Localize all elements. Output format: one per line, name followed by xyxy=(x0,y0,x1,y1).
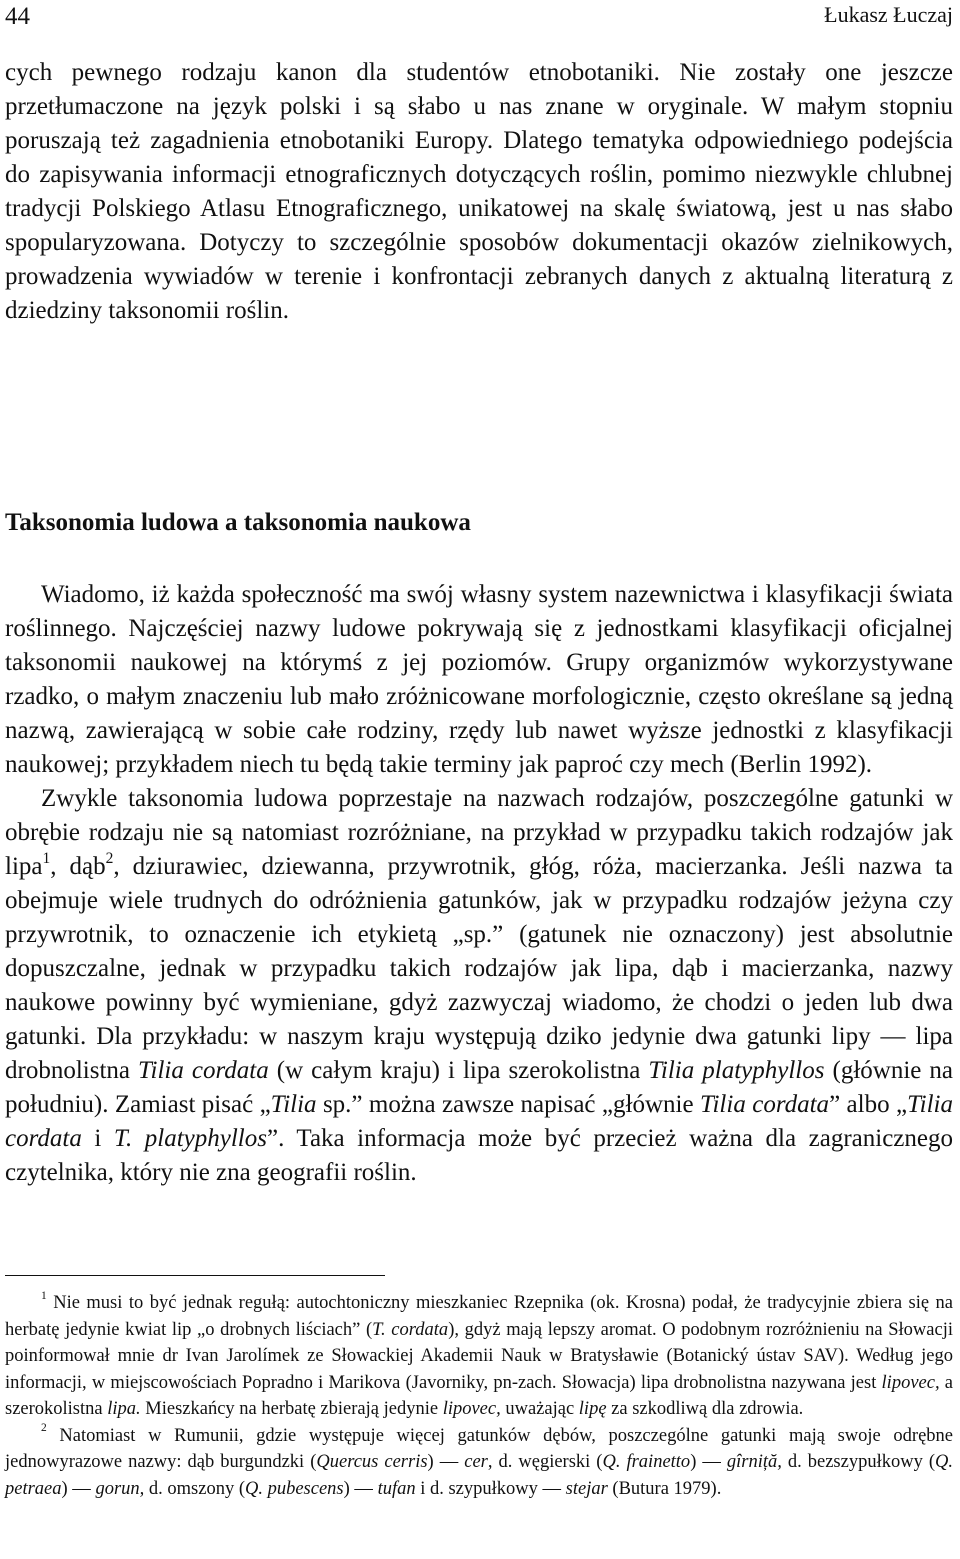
page-body xyxy=(5,56,953,1186)
footnote-number: 2 xyxy=(41,1422,47,1435)
footnote-1: $^1$ Nie musi to być jednak regułą: autochtoniczny mieszkaniec Rzepnika (ok. Krosna) podał, że tradycyjnie zbiera się na herbatę jedynie kwiat lip „o drobnych liściach” (T. cordata), gdyż mają lepszy aromat. O podobnym rozróżnieniu na Słowacji poinformował mnie dr Ivan Jarolímek ze Słowackiej Akademii Nauk w Bratysławie (Botanický ústav SAV). Według jego informacji, w miejscowościach Popradno i Marikova (Javorniky, pn-zach. Słowacja) lipa drobnolistna nazywana jest lipovec, a szerokolistna lipa. Mieszkańcy na herbatę zbierają jedynie lipovec, uważając lipę za szkodliwą dla zdrowia. xyxy=(5,1289,954,1419)
section-heading: Taksonomia ludowa a taksonomia naukowa xyxy=(5,509,471,536)
section-paragraph-2: Zwykle taksonomia ludowa poprzestaje na nazwach rodzajów, poszczególne gatunki w obrębie rodzaju nie są natomiast rozróżniane, na przykład w przypadku takich rodzajów jak lipa$^1$, dąb$^2$, dziurawiec, dziewanna, przywrotnik, głóg, róża, macierzanka. Jeśli nazwa ta obejmuje wiele trudnych do odróżnienia gatunków, jak w przypadku rodzajów jeżyna czy przywrotnik, to oznaczenie ich etykietą „sp.” (gatunek nie oznaczony) jest absolutnie dopuszczalne, jednak w przypadku takich rodzajów jak lipa, dąb i macierzanka, nazwy naukowe powinny być wymieniane, gdyż zazwyczaj wiadomo, że chodzi o jeden lub dwa gatunki. Dla przykładu: w naszym kraju występują dziko jedynie dwa gatunki lipy — lipa drobnolistna Tilia cordata (w całym kraju) i lipa szerokolistna Tilia platyphyllos (głównie na południu). Zamiast pisać „Tilia sp.” można zawsze napisać „głównie Tilia cordata” albo „Tilia cordata i T. platyphyllos”. Taka informacja może być przecież ważna dla zagranicznego czytelnika, który nie zna geografii roślin. xyxy=(5,785,953,1186)
page-number: 44 xyxy=(5,3,30,30)
footnote-number: 1 xyxy=(41,1289,47,1302)
page-header xyxy=(5,0,953,34)
species-name: Tilia cordata xyxy=(138,1057,269,1084)
running-head-author: Łukasz Łuczaj xyxy=(824,2,953,27)
footnote-divider xyxy=(5,1275,385,1276)
section-paragraph-1: Wiadomo, iż każda społeczność ma swój własny system nazewnictwa i klasyfikacji świata roślinnego. Najczęściej nazwy ludowe pokrywają się z jednostkami klasyfikacji oficjalnej taksonomii naukowej na którymś z jej poziomów. Grupy organizmów wykorzystywane rzadko, o małym znaczeniu lub mało zróżnicowane morfologicznie, często określane są jedną nazwą, zawierającą w sobie całe rodziny, rzędy lub nawet wyższe jednostki z klasyfikacji naukowej; przykładem niech tu będą takie terminy jak paproć czy mech (Berlin 1992). xyxy=(5,581,953,778)
section-body xyxy=(5,578,953,1190)
genus-name: Tilia xyxy=(270,1091,317,1118)
footnotes xyxy=(5,1275,953,1502)
footnote-ref-2[interactable]: 2 xyxy=(105,849,114,867)
footnote-2: $^2$ Natomiast w Rumunii, gdzie występuje więcej gatunków dębów, poszczególne gatunki mają swoje odrębne jednowyrazowe nazwy: dąb burgundzki (Quercus cerris) — cer, d. węgierski (Q. frainetto) — gîrniță, d. bezszypułkowy (Q. petraea) — gorun, d. omszony (Q. pubescens) — tufan i d. szypułkowy — stejar (Butura 1979). xyxy=(5,1422,954,1499)
footnote-ref-1[interactable]: 1 xyxy=(42,849,51,867)
intro-paragraph: cych pewnego rodzaju kanon dla studentów etnobotaniki. Nie zostały one jeszcze przetłumaczone na język polski i są słabo u nas znane w oryginale. W małym stopniu poruszają też zagadnienia etnobotaniki Europy. Dlatego tematyka odpowiedniego podejścia do zapisywania informacji etnograficznych dotyczących roślin, pomimo niezwykle chlubnej tradycji Polskiego Atlasu Etnograficznego, unikatowej na skalę światową, jest u nas słabo spopularyzowana. Dotyczy to szczególnie sposobów dokumentacji okazów zielnikowych, prowadzenia wywiadów w terenie i konfrontacji zebranych danych z aktualną literaturą z dziedziny taksonomii roślin. xyxy=(5,59,953,324)
species-name: Tilia cordata xyxy=(699,1091,830,1118)
species-name: Tilia cordata xyxy=(5,1091,953,1152)
species-name: T. platyphyllos xyxy=(113,1125,267,1152)
species-name: Tilia platyphyllos xyxy=(648,1057,825,1084)
